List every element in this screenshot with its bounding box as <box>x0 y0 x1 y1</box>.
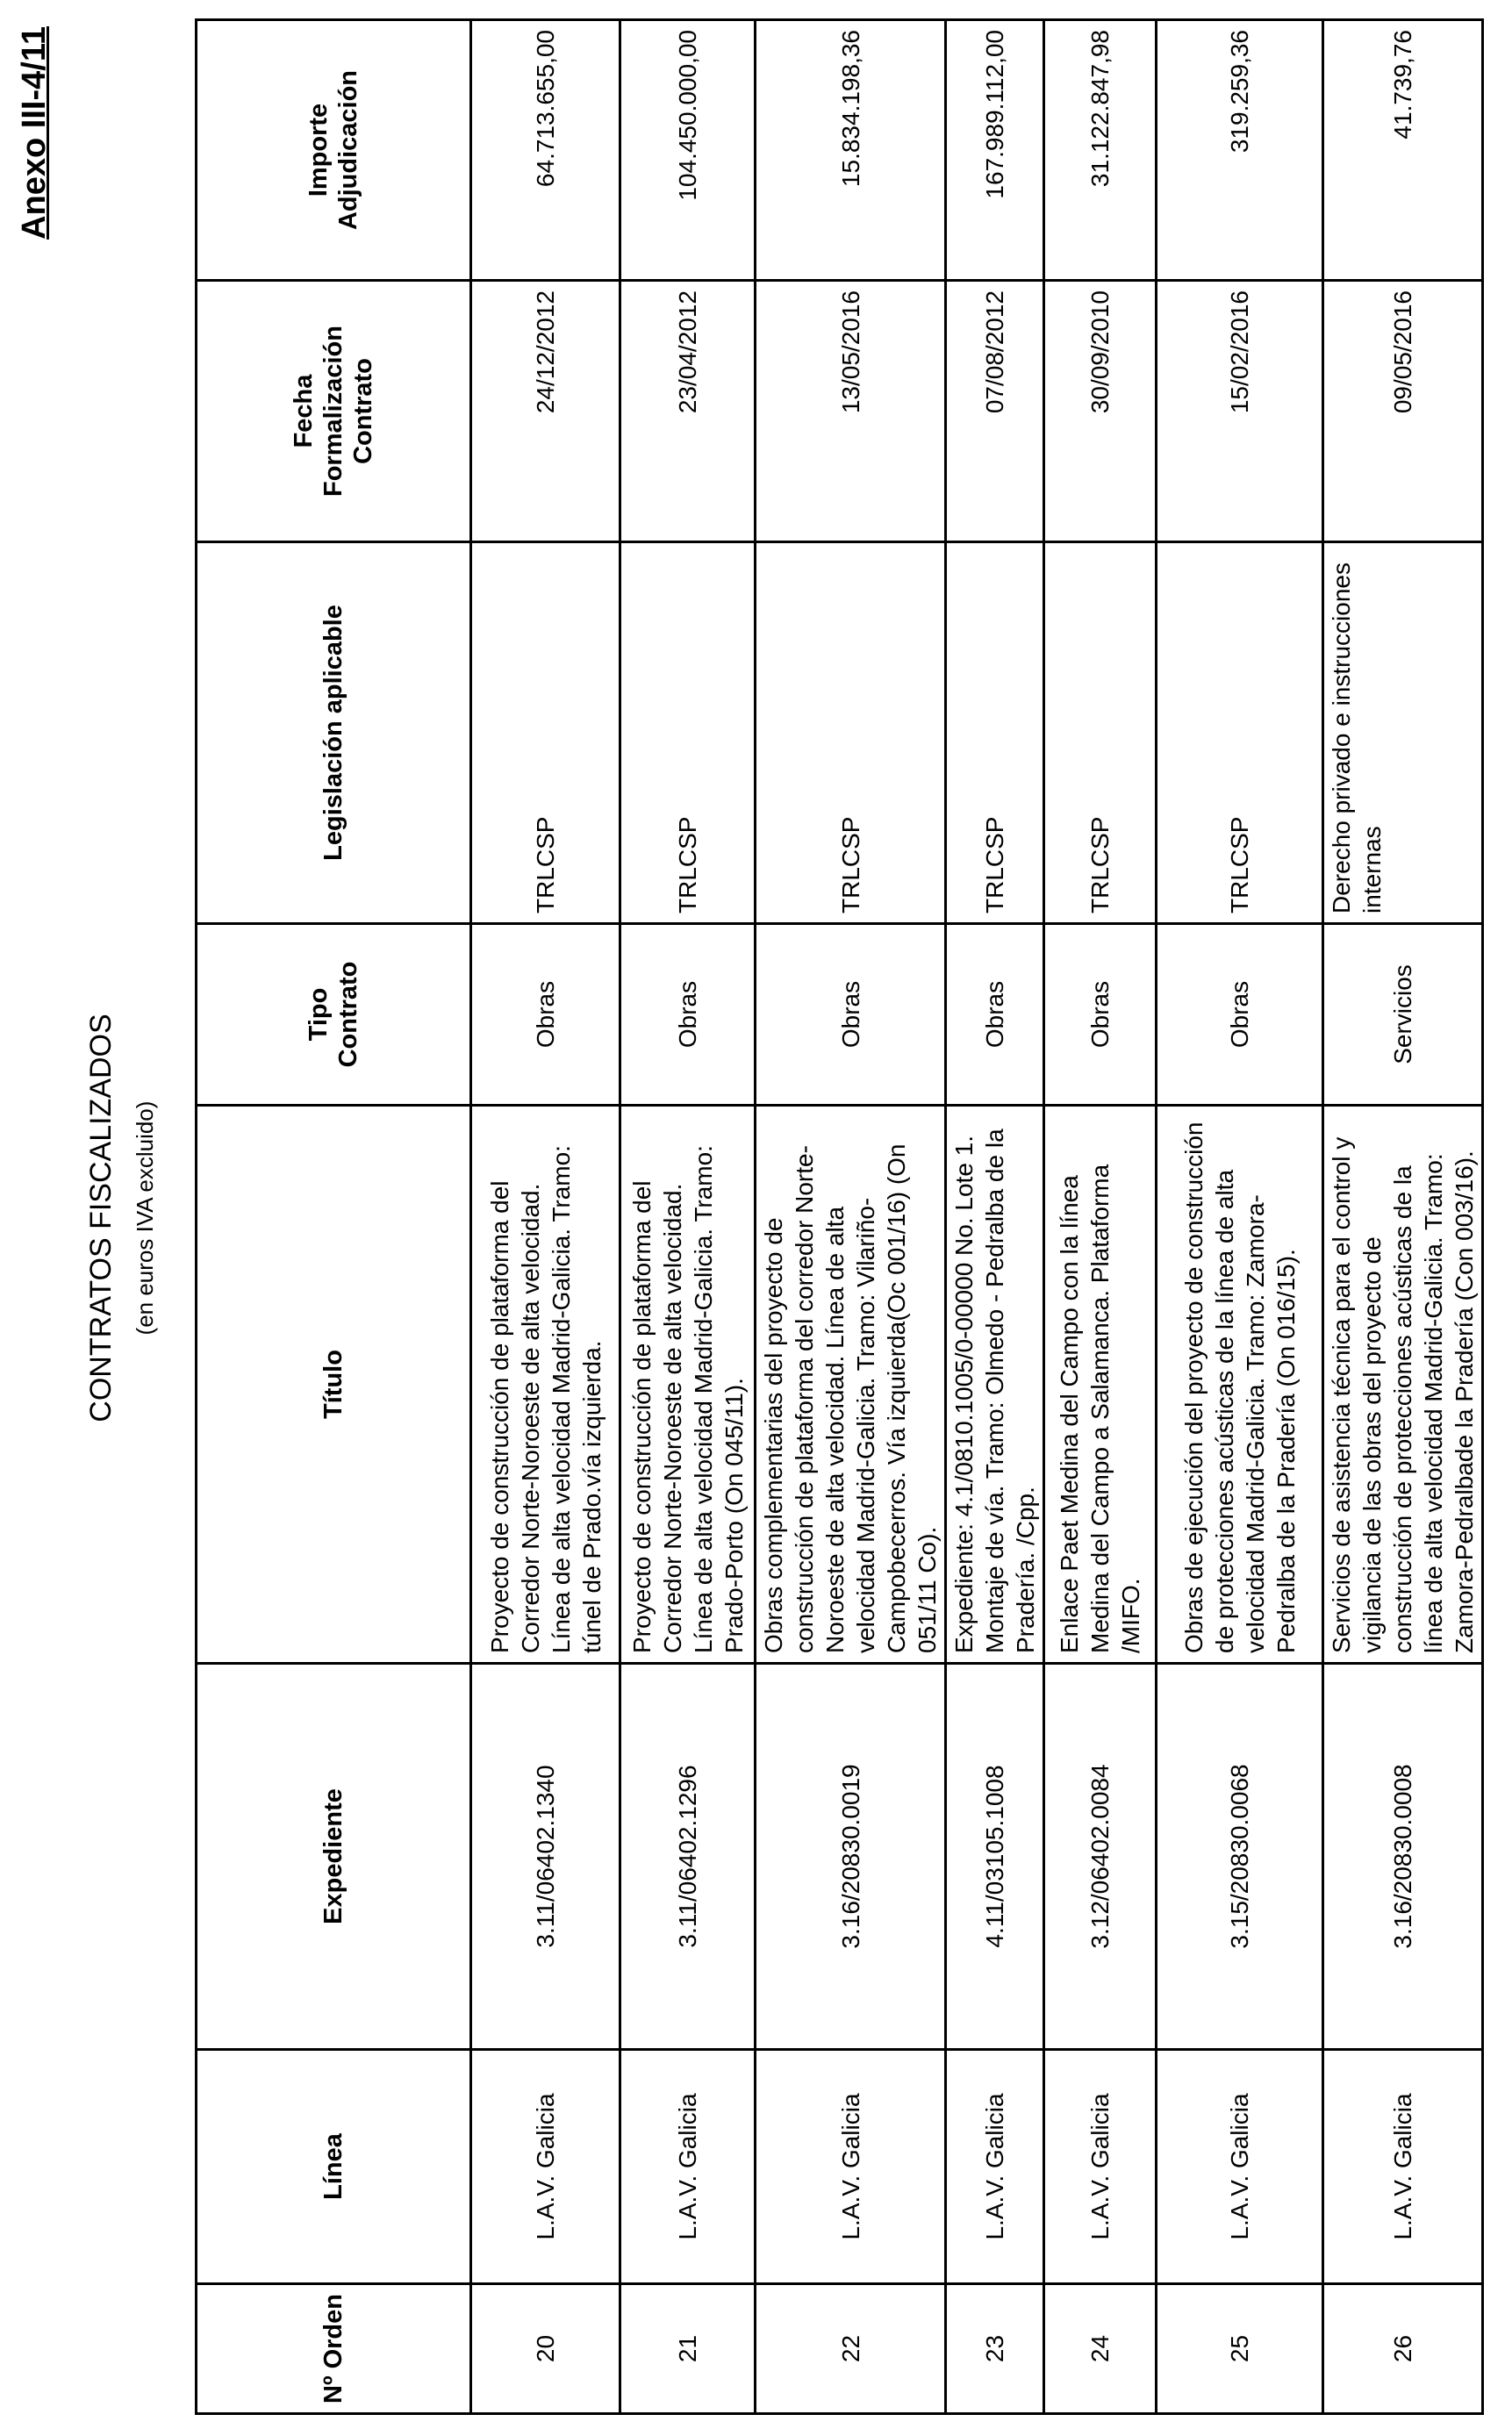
cell-linea: L.A.V. Galicia <box>1157 2050 1323 2284</box>
cell-orden: 23 <box>946 2284 1044 2414</box>
cell-linea: L.A.V. Galicia <box>1044 2050 1157 2284</box>
page-subtitle: (en euros IVA excluido) <box>132 1100 158 1336</box>
cell-fecha: 23/04/2012 <box>620 281 756 542</box>
cell-tipo: Obras <box>471 924 620 1106</box>
table-row <box>471 20 620 2414</box>
header-importe: Importe Adjudicación <box>197 20 471 281</box>
header-titulo: Título <box>197 1106 471 1664</box>
cell-importe: 167.989.112,00 <box>946 20 1044 281</box>
header-fecha: Fecha Formalización Contrato <box>197 281 471 542</box>
cell-tipo: Obras <box>1044 924 1157 1106</box>
cell-orden: 20 <box>471 2284 620 2414</box>
cell-linea: L.A.V. Galicia <box>1323 2050 1483 2284</box>
cell-expediente: 3.12/06402.0084 <box>1044 1664 1157 2050</box>
cell-expediente: 3.16/20830.0019 <box>756 1664 946 2050</box>
header-orden: Nº Orden <box>197 2284 471 2414</box>
cell-legislacion: TRLCSP <box>1157 542 1323 924</box>
annex-label: Anexo III-4/11 <box>16 26 53 240</box>
header-expediente: Expediente <box>197 1664 471 2050</box>
cell-tipo: Obras <box>756 924 946 1106</box>
header-linea: Línea <box>197 2050 471 2284</box>
cell-orden: 21 <box>620 2284 756 2414</box>
cell-titulo: Obras complementarias del proyecto de construcción de plataforma del corredor Norte-Noroeste de alta velocidad. Línea de alta velocidad Madrid-Galicia. Tramo: Vilariño-Campobecerros. Vía izquierda(Oc 001/16) (On 051/11 Co). <box>756 1106 946 1664</box>
cell-expediente: 3.11/06402.1296 <box>620 1664 756 2050</box>
cell-importe: 41.739,76 <box>1323 20 1483 281</box>
cell-titulo: Proyecto de construcción de plataforma del Corredor Norte-Noroeste de alta velocidad. Línea de alta velocidad Madrid-Galicia. Tramo: Prado-Porto (On 045/11). <box>620 1106 756 1664</box>
cell-linea: L.A.V. Galicia <box>471 2050 620 2284</box>
cell-importe: 319.259,36 <box>1157 20 1323 281</box>
cell-fecha: 09/05/2016 <box>1323 281 1483 542</box>
cell-titulo: Expediente: 4.1/0810.1005/0-00000 No. Lote 1. Montaje de vía. Tramo: Olmedo - Pedralba de la Pradería. /Cpp. <box>946 1106 1044 1664</box>
table-row <box>946 20 1044 2414</box>
cell-importe: 104.450.000,00 <box>620 20 756 281</box>
cell-linea: L.A.V. Galicia <box>946 2050 1044 2284</box>
cell-linea: L.A.V. Galicia <box>756 2050 946 2284</box>
table-header-row <box>197 20 471 2414</box>
cell-importe: 31.122.847,98 <box>1044 20 1157 281</box>
contracts-table <box>195 18 1484 2415</box>
page-title: CONTRATOS FISCALIZADOS <box>84 1014 118 1422</box>
cell-orden: 22 <box>756 2284 946 2414</box>
cell-orden: 25 <box>1157 2284 1323 2414</box>
cell-expediente: 3.16/20830.0008 <box>1323 1664 1483 2050</box>
cell-tipo: Obras <box>1157 924 1323 1106</box>
table-row <box>1157 20 1323 2414</box>
cell-titulo: Obras de ejecución del proyecto de construcción de protecciones acústicas de la línea de alta velocidad Madrid-Galicia. Tramo: Zamora-Pedralba de la Pradería (On 016/15). <box>1157 1106 1323 1664</box>
cell-legislacion: TRLCSP <box>1044 542 1157 924</box>
cell-orden: 26 <box>1323 2284 1483 2414</box>
cell-fecha: 30/09/2010 <box>1044 281 1157 542</box>
cell-legislacion: TRLCSP <box>620 542 756 924</box>
cell-importe: 64.713.655,00 <box>471 20 620 281</box>
header-tipo: Tipo Contrato <box>197 924 471 1106</box>
cell-importe: 15.834.198,36 <box>756 20 946 281</box>
cell-fecha: 13/05/2016 <box>756 281 946 542</box>
cell-tipo: Obras <box>620 924 756 1106</box>
cell-titulo: Proyecto de construcción de plataforma del Corredor Norte-Noroeste de alta velocidad. Línea de alta velocidad Madrid-Galicia. Tramo: túnel de Prado.vía izquierda. <box>471 1106 620 1664</box>
table-row <box>756 20 946 2414</box>
cell-fecha: 15/02/2016 <box>1157 281 1323 542</box>
cell-expediente: 3.15/20830.0068 <box>1157 1664 1323 2050</box>
header-legislacion: Legislación aplicable <box>197 542 471 924</box>
table-row <box>620 20 756 2414</box>
cell-expediente: 4.11/03105.1008 <box>946 1664 1044 2050</box>
cell-expediente: 3.11/06402.1340 <box>471 1664 620 2050</box>
cell-legislacion: TRLCSP <box>471 542 620 924</box>
cell-tipo: Servicios <box>1323 924 1483 1106</box>
cell-legislacion: TRLCSP <box>756 542 946 924</box>
cell-legislacion: Derecho privado e instrucciones internas <box>1323 542 1483 924</box>
cell-titulo: Servicios de asistencia técnica para el control y vigilancia de las obras del proyecto de construcción de protecciones acústicas de la línea de alta velocidad Madrid-Galicia. Tramo: Zamora-Pedralbade la Pradería (Con 003/16). <box>1323 1106 1483 1664</box>
table-row <box>1044 20 1157 2414</box>
cell-linea: L.A.V. Galicia <box>620 2050 756 2284</box>
cell-legislacion: TRLCSP <box>946 542 1044 924</box>
cell-orden: 24 <box>1044 2284 1157 2414</box>
table-row <box>1323 20 1483 2414</box>
cell-tipo: Obras <box>946 924 1044 1106</box>
cell-fecha: 07/08/2012 <box>946 281 1044 542</box>
cell-fecha: 24/12/2012 <box>471 281 620 542</box>
cell-titulo: Enlace Paet Medina del Campo con la línea Medina del Campo a Salamanca. Plataforma /MIFO. <box>1044 1106 1157 1664</box>
